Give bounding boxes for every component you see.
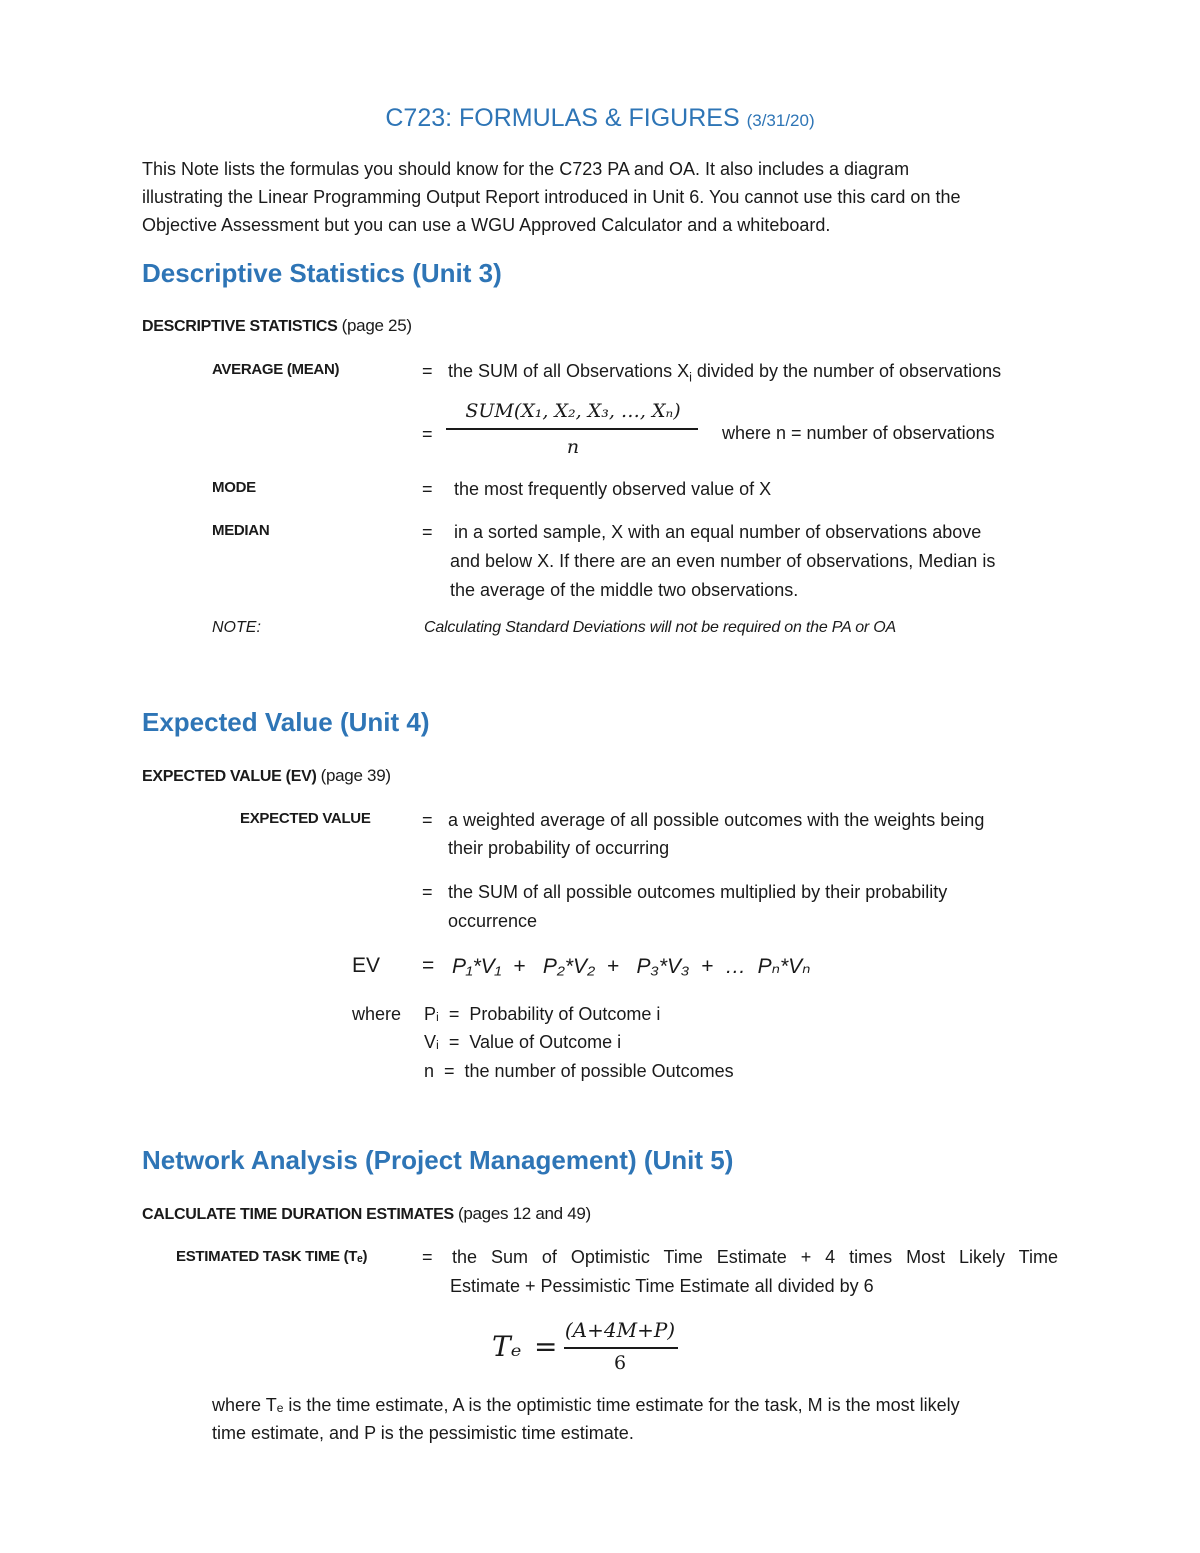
subheading-network-page: (pages 12 and 49) (458, 1204, 591, 1223)
equals-mode: = (422, 479, 433, 499)
te-fraction-bar (564, 1347, 678, 1349)
te-formula-denominator: 6 (613, 1352, 627, 1374)
average-definition (448, 357, 1001, 392)
mode-definition: the most frequently observed value of X (454, 479, 772, 499)
page-title (0, 104, 1200, 133)
ev-def2-line-2: occurrence (448, 911, 538, 931)
mode-label: MODE (212, 479, 256, 496)
task-time-label: ESTIMATED TASK TIME (Tₑ) (176, 1248, 368, 1265)
ev-def1-line-1: a weighted average of all possible outcomes with the weights being (448, 810, 985, 830)
subheading-ev-page: (page 39) (320, 766, 391, 785)
subheading-descriptive-page: (page 25) (341, 316, 412, 335)
te-formula-numerator: (A+4M+P) (564, 1318, 676, 1342)
note-text: Calculating Standard Deviations will not be required on the PA or OA (424, 619, 897, 636)
ev-def2-line-1: the SUM of all possible outcomes multiplied by their probability (448, 882, 948, 902)
heading-network-analysis: Network Analysis (Project Management) (Unit 5) (142, 1145, 734, 1175)
intro-line-1: This Note lists the formulas you should know for the C723 PA and OA. It also includes a diagram (142, 159, 910, 179)
heading-expected-value: Expected Value (Unit 4) (142, 707, 430, 737)
subheading-expected-value (142, 766, 391, 786)
title-text: C723: FORMULAS & FIGURES (385, 104, 740, 132)
intro-line-3: Objective Assessment but you can use a WGU Approved Calculator and a whiteboard. (142, 215, 831, 235)
heading-descriptive: Descriptive Statistics (Unit 3) (142, 258, 502, 288)
average-label: AVERAGE (MEAN) (212, 361, 340, 378)
subheading-descriptive (142, 316, 412, 336)
te-explain-line-2: time estimate, and P is the pessimistic time estimate. (212, 1423, 634, 1443)
te-formula-equals: = (534, 1330, 558, 1363)
where-label: where (352, 1004, 402, 1024)
mean-formula-numerator: SUM(X₁, X₂, X₃, …, Xₙ) (465, 400, 681, 422)
average-def-rest: divided by the number of observations (691, 361, 1002, 381)
average-def-sub: i (689, 370, 692, 385)
where-item-v: Vᵢ = Value of Outcome i (424, 1032, 622, 1052)
ev-def1-line-2: their probability of occurring (448, 838, 670, 858)
equals-formula: = (422, 424, 433, 444)
where-item-p: Pᵢ = Probability of Outcome i (424, 1004, 661, 1024)
equals-ev-formula: = (422, 954, 435, 977)
te-explain-line-1: where Tₑ is the time estimate, A is the optimistic time estimate for the task, M is the most likely (212, 1395, 960, 1415)
equals-average: = (422, 361, 433, 381)
mean-formula-denominator: n (566, 436, 580, 458)
note-label: NOTE: (212, 619, 261, 636)
intro-line-2: illustrating the Linear Programming Output Report introduced in Unit 6. You cannot use this card on the (142, 187, 961, 207)
equals-ev-def2: = (422, 882, 433, 902)
subheading-network-text: CALCULATE TIME DURATION ESTIMATES (142, 1206, 454, 1223)
subheading-ev-text: EXPECTED VALUE (EV) (142, 768, 317, 785)
ev-label: EXPECTED VALUE (240, 810, 371, 827)
equals-median: = (422, 522, 433, 542)
where-item-n: n = the number of possible Outcomes (424, 1061, 734, 1081)
ev-symbol: EV (352, 954, 381, 977)
mean-formula-note: where n = number of observations (722, 423, 995, 443)
median-label: MEDIAN (212, 522, 270, 539)
equals-task-time: = (422, 1247, 433, 1267)
task-def-line-2: Estimate + Pessimistic Time Estimate all divided by 6 (450, 1276, 874, 1296)
median-def-line-1: in a sorted sample, X with an equal number of observations above (454, 522, 982, 542)
subheading-descriptive-text: DESCRIPTIVE STATISTICS (142, 318, 338, 335)
equals-ev-def1: = (422, 810, 433, 830)
task-def-line-1: the Sum of Optimistic Time Estimate + 4 times Most Likely Time (452, 1247, 1058, 1267)
median-def-line-2: and below X. If there are an even number of observations, Median is (450, 551, 996, 571)
title-date: (3/31/20) (746, 111, 815, 130)
mean-fraction-bar (446, 428, 698, 430)
ev-formula: P₁*V₁ + P₂*V₂ + P₃*V₃ + … Pₙ*Vₙ (452, 955, 811, 978)
median-def-line-3: the average of the middle two observations. (450, 580, 799, 600)
subheading-network (142, 1204, 591, 1224)
average-def-main: the SUM of all Observations X (448, 361, 690, 381)
te-formula-lhs: Tₑ (492, 1330, 522, 1363)
